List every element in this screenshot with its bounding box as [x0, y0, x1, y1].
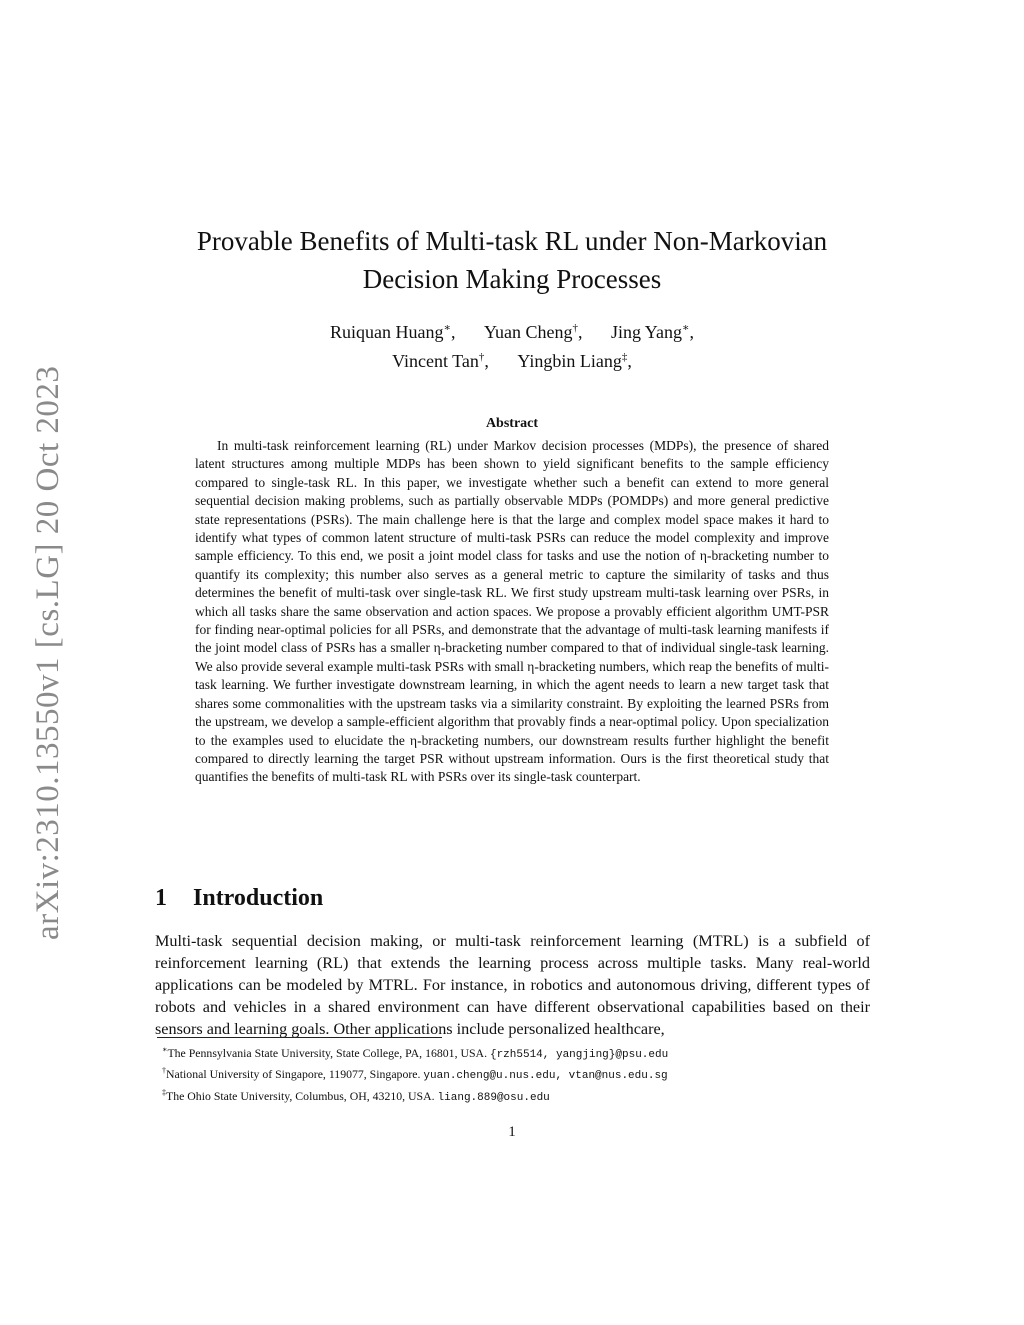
author: Yingbin Liang‡,: [517, 351, 632, 371]
author: Yuan Cheng†,: [483, 322, 583, 342]
introduction-paragraph: Multi-task sequential decision making, or multi-task reinforcement learning (MTRL) is a subfield of reinforcement learning (RL) that extends the learning process across multiple tasks. Many real-world applications can be modeled by MTRL. For instance, in robotics and autonomous driving, different types of robots and vehicles in a shared environment can have different observational capabilities based on their sensors and learning goals. Other applications include personalized healthcare,: [155, 932, 870, 1038]
paper-title: [150, 222, 874, 298]
title-line-1: Provable Benefits of Multi-task RL under Non-Markovian: [196, 226, 828, 256]
abstract-text: In multi-task reinforcement learning (RL) under Markov decision processes (MDPs), the presence of shared latent structures among multiple MDPs has been shown to yield significant benefits to the sample efficiency compared to single-task RL. In this paper, we investigate whether such a benefit can extend to more general sequential decision making problems, such as partially observable MDPs (POMDPs) and more general predictive state representations (PSRs). The main challenge here is that the large and complex model space makes it hard to identify what types of common latent structure of multi-task PSRs can reduce the model complexity and improve sample efficiency. To this end, we posit a joint model class for tasks and use the notion of η-bracketing number to quantify its complexity; this number also serves as a general metric to capture the similarity of tasks and thus determines the benefit of multi-task over single-task RL. We first study upstream multi-task learning over PSRs, in which all tasks share the same observation and action spaces. We propose a provably efficient algorithm UMT-PSR for finding near-optimal policies for all PSRs, and demonstrate that the advantage of multi-task learning manifests if the joint model class of PSRs has a smaller η-bracketing number compared to that of individual single-task learning. We also provide several example multi-task PSRs with small η-bracketing numbers, which reap the benefits of multi-task learning. We further investigate downstream learning, in which the agent needs to learn a new target task that shares some commonalities with the upstream tasks via a similarity constraint. By exploiting the learned PSRs from the upstream, we develop a sample-efficient algorithm that provably finds a near-optimal policy. Upon specialization to the examples used to elucidate the η-bracketing numbers, our downstream results further highlight the benefit compared to directly learning the target PSR without upstream information. Ours is the first theoretical study that quantifies the benefits of multi-task RL with PSRs over its single-task counterpart.: [195, 438, 829, 785]
section-number: 1: [155, 885, 167, 911]
abstract-heading: Abstract: [485, 416, 539, 431]
author: Vincent Tan†,: [392, 351, 489, 371]
footnote: ∗The Pennsylvania State University, State College, PA, 16801, USA. {rzh5514, yangjing}@psu.edu: [162, 1045, 669, 1061]
footnote: †National University of Singapore, 119077, Singapore. yuan.cheng@u.nus.edu, vtan@nus.edu.sg: [162, 1066, 668, 1083]
footnotes: [162, 1042, 862, 1106]
footnote-rule: [157, 1037, 442, 1038]
arxiv-identifier-stamp: arXiv:2310.13550v1 [cs.LG] 20 Oct 2023: [30, 365, 66, 940]
footnote-email: {rzh5514, yangjing}@psu.edu: [489, 1048, 669, 1061]
footnote: ‡The Ohio State University, Columbus, OH, 43210, USA. liang.889@osu.edu: [162, 1087, 550, 1104]
section-heading: [155, 885, 323, 912]
author-line-1: [150, 316, 874, 345]
author: Ruiquan Huang∗,: [330, 322, 456, 342]
section-title: Introduction: [193, 885, 324, 911]
footnote-email: liang.889@osu.edu: [437, 1091, 550, 1104]
page-number: 1: [508, 1124, 516, 1140]
author: Jing Yang∗,: [610, 322, 694, 342]
title-line-2: Decision Making Processes: [362, 264, 662, 294]
author-list: [150, 316, 874, 374]
footnote-email: yuan.cheng@u.nus.edu, vtan@nus.edu.sg: [423, 1070, 668, 1083]
author-line-2: [150, 345, 874, 374]
